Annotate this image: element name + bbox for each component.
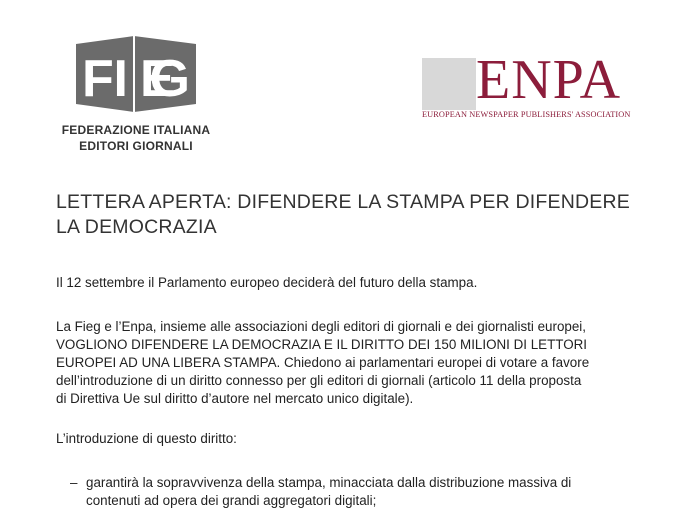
enpa-subtitle: EUROPEAN NEWSPAPER PUBLISHERS' ASSOCIATION: [422, 110, 631, 119]
enpa-logo-box: [422, 58, 476, 110]
fieg-name-line1: FEDERAZIONE ITALIANA: [61, 123, 211, 137]
main-paragraph: [56, 318, 651, 408]
main-paragraph-line5: di Direttiva Ue sul diritto d’autore nel mercato unico digitale).: [56, 391, 414, 406]
main-paragraph-line3: EUROPEI AD UNA LIBERA STAMPA. Chiedono ai parlamentari europei di votare a favore: [56, 355, 590, 370]
document-title-line1: LETTERA APERTA: DIFENDERE LA STAMPA PER DIFENDERE: [56, 191, 630, 213]
bullet-dash: –: [70, 475, 78, 490]
fieg-mark-icon: [76, 34, 196, 116]
document-title-line2: LA DEMOCRAZIA: [56, 216, 217, 238]
main-paragraph-line2: VOGLIONO DIFENDERE LA DEMOCRAZIA E IL DIRITTO DEI 150 MILIONI DI LETTORI: [56, 337, 588, 352]
bullet-text-line1: garantirà la sopravvivenza della stampa, minacciata dalla distribuzione massiva di: [86, 475, 572, 490]
intro-right-paragraph: L’introduzione di questo diritto:: [56, 431, 237, 446]
fieg-logo: [56, 34, 216, 154]
enpa-logo: [418, 49, 658, 132]
main-paragraph-line4: dell’introduzione di un diritto connesso per gli editori di giornali (articolo 11 della proposta: [56, 373, 582, 388]
bullet-text-line2: contenuti ad opera dei grandi aggregatori digitali;: [86, 493, 377, 508]
bullet-item: [70, 474, 651, 510]
enpa-wordmark: ENPA: [476, 49, 622, 111]
svg-text:FI: FI: [82, 50, 128, 108]
document-title: [56, 190, 656, 240]
intro-paragraph: Il 12 settembre il Parlamento europeo deciderà del futuro della stampa.: [56, 275, 478, 290]
fieg-name-line2: EDITORI GIORNALI: [79, 139, 193, 153]
fieg-name: [56, 122, 216, 154]
main-paragraph-line1: La Fieg e l’Enpa, insieme alle associazioni degli editori di giornali e dei giornalisti europei,: [56, 319, 586, 334]
svg-text:EG: EG: [140, 50, 190, 108]
